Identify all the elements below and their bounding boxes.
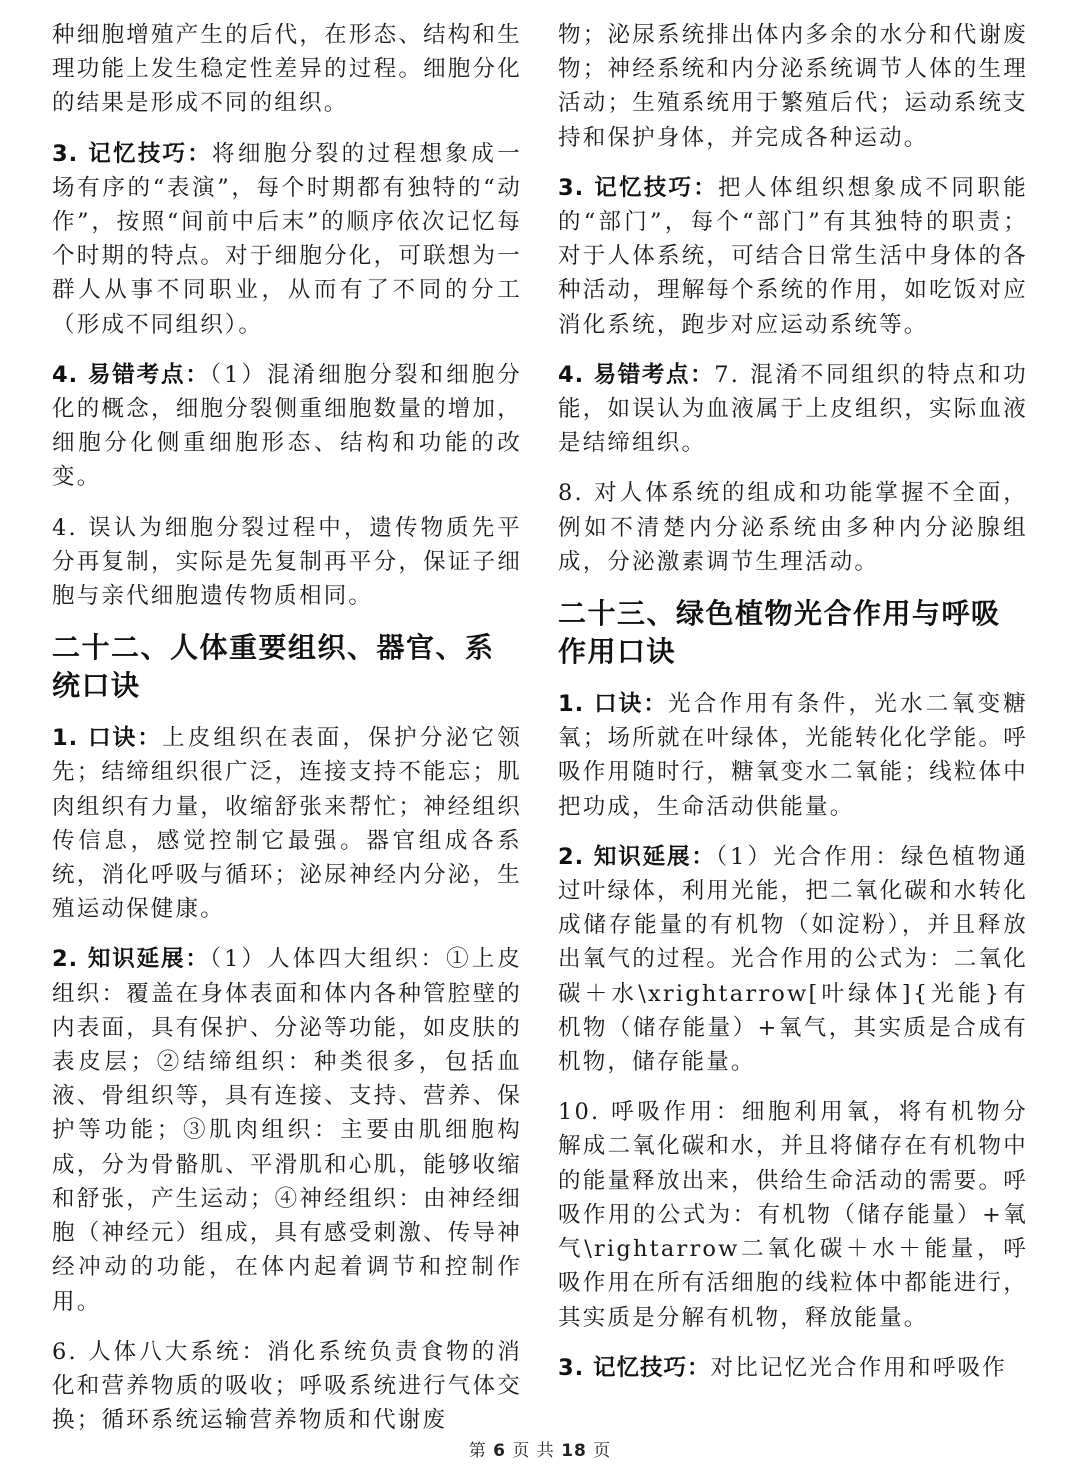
paragraph-lead: 2. 知识延展： [52, 946, 210, 973]
paragraph-lead: 4. 易错考点： [558, 361, 715, 388]
paragraph [558, 358, 1028, 461]
paragraph-lead: 3. 记忆技巧： [558, 174, 718, 201]
paragraph-text: 8. 对人体系统的组成和功能掌握不全面，例如不清楚内分泌系统由多种内分泌腺组成，分泌激素调节生理活动。 [558, 480, 1028, 575]
paragraph-text: 4. 误认为细胞分裂过程中，遗传物质先平分再复制，实际是先复制再平分，保证子细胞与亲代细胞遗传物质相同。 [52, 514, 522, 610]
paragraph [52, 1335, 522, 1438]
paragraph [52, 511, 522, 614]
paragraph [52, 721, 522, 926]
page-footer [0, 1436, 1080, 1461]
paragraph-lead: 3. 记忆技巧： [52, 140, 212, 167]
paragraph-text: 10. 呼吸作用：细胞利用氧，将有机物分解成二氧化碳和水，并且将储存在有机物中的能量释放出来，供给生命活动的需要。呼吸作用的公式为：有机物（储存能量）+氧气\rightarrow二氧化碳＋水＋能量，呼吸作用在所有活细胞的线粒体中都能进行，其实质是分解有机物，释放能量。 [558, 1099, 1028, 1331]
right-column [558, 18, 1028, 1401]
paragraph-text: （1）光合作用：绿色植物通过叶绿体，利用光能，把二氧化碳和水转化成储存能量的有机物（如淀粉），并且释放出氧气的过程。光合作用的公式为：二氧化碳＋水\xrightarrow[叶绿体]{光能}有机物（储存能量）+氧气，其实质是合成有机物，储存能量。 [558, 843, 1028, 1076]
footer-middle: 页 共 [512, 1441, 555, 1461]
paragraph [558, 1095, 1028, 1334]
paragraph [558, 171, 1028, 342]
left-column [52, 18, 522, 1453]
paragraph-text: 将细胞分裂的过程想象成一场有序的“表演”，每个时期都有独特的“动作”，按照“间前中后末”的顺序依次记忆每个时期的特点。对于细胞分化，可联想为一群人从事不同职业，从而有了不同的分工（形成不同组织）。 [52, 140, 522, 338]
paragraph-text: 上皮组织在表面，保护分泌它领先；结缔组织很广泛，连接支持不能忘；肌肉组织有力量，收缩舒张来帮忙；神经组织传信息，感觉控制它最强。器官组成各系统，消化呼吸与循环；泌尿神经内分泌，生殖运动保健康。 [52, 725, 522, 923]
paragraph [52, 18, 522, 121]
section-heading: 二十三、绿色植物光合作用与呼吸作用口诀 [558, 597, 1001, 669]
paragraph-text: 种细胞增殖产生的后代，在形态、结构和生理功能上发生稳定性差异的过程。细胞分化的结果是形成不同的组织。 [52, 22, 522, 117]
paragraph [52, 942, 522, 1318]
paragraph-lead: 2. 知识延展： [558, 843, 716, 870]
page-number-current: 6 [493, 1441, 506, 1461]
paragraph-text: 物；泌尿系统排出体内多余的水分和代谢废物；神经系统和内分泌系统调节人体的生理活动；生殖系统用于繁殖后代；运动系统支持和保护身体，并完成各种运动。 [558, 22, 1028, 151]
paragraph [52, 358, 522, 495]
paragraph-text: 光合作用有条件，光水二氧变糖氧；场所就在叶绿体，光能转化化学能。呼吸作用随时行，糖氧变水二氧能；线粒体中把功成，生命活动供能量。 [558, 691, 1028, 820]
footer-suffix: 页 [593, 1441, 612, 1461]
paragraph [558, 687, 1028, 824]
paragraph [558, 840, 1028, 1079]
paragraph-text: 7. 混淆不同组织的特点和功能，如误认为血液属于上皮组织，实际血液是结缔组织。 [558, 361, 1028, 457]
paragraph [52, 137, 522, 342]
paragraph-lead: 1. 口诀： [52, 725, 162, 752]
paragraph-text: （1）混淆细胞分裂和细胞分化的概念，细胞分裂侧重细胞数量的增加，细胞分化侧重细胞形态、结构和功能的改变。 [52, 361, 522, 491]
paragraph-text: 6. 人体八大系统：消化系统负责食物的消化和营养物质的吸收；呼吸系统进行气体交换；循环系统运输营养物质和代谢废 [52, 1338, 522, 1434]
footer-prefix: 第 [468, 1441, 487, 1461]
paragraph-text: 把人体组织想象成不同职能的“部门”，每个“部门”有其独特的职责；对于人体系统，可结合日常生活中身体的各种活动，理解每个系统的作用，如吃饭对应消化系统，跑步对应运动系统等。 [558, 174, 1028, 338]
paragraph [558, 476, 1028, 579]
paragraph [558, 18, 1028, 155]
paragraph-lead: 3. 记忆技巧： [558, 1354, 711, 1381]
section-heading: 二十二、人体重要组织、器官、系统口诀 [52, 631, 495, 703]
paragraph-text: （1）人体四大组织：①上皮组织：覆盖在身体表面和体内各种管腔壁的内表面，具有保护、分泌等功能，如皮肤的表皮层；②结缔组织：种类很多，包括血液、骨组织等，具有连接、支持、营养、保护等功能；③肌肉组织：主要由肌细胞构成，分为骨骼肌、平滑肌和心肌，能够收缩和舒张，产生运动；④神经组织：由神经细胞（神经元）组成，具有感受刺激、传导神经冲动的功能，在体内起着调节和控制作用。 [52, 946, 522, 1315]
paragraph-lead: 4. 易错考点： [52, 361, 210, 388]
paragraph-lead: 1. 口诀： [558, 691, 668, 718]
page-number-total: 18 [561, 1441, 587, 1461]
paragraph-text: 对比记忆光合作用和呼吸作 [710, 1354, 1007, 1381]
paragraph [558, 1351, 1028, 1385]
